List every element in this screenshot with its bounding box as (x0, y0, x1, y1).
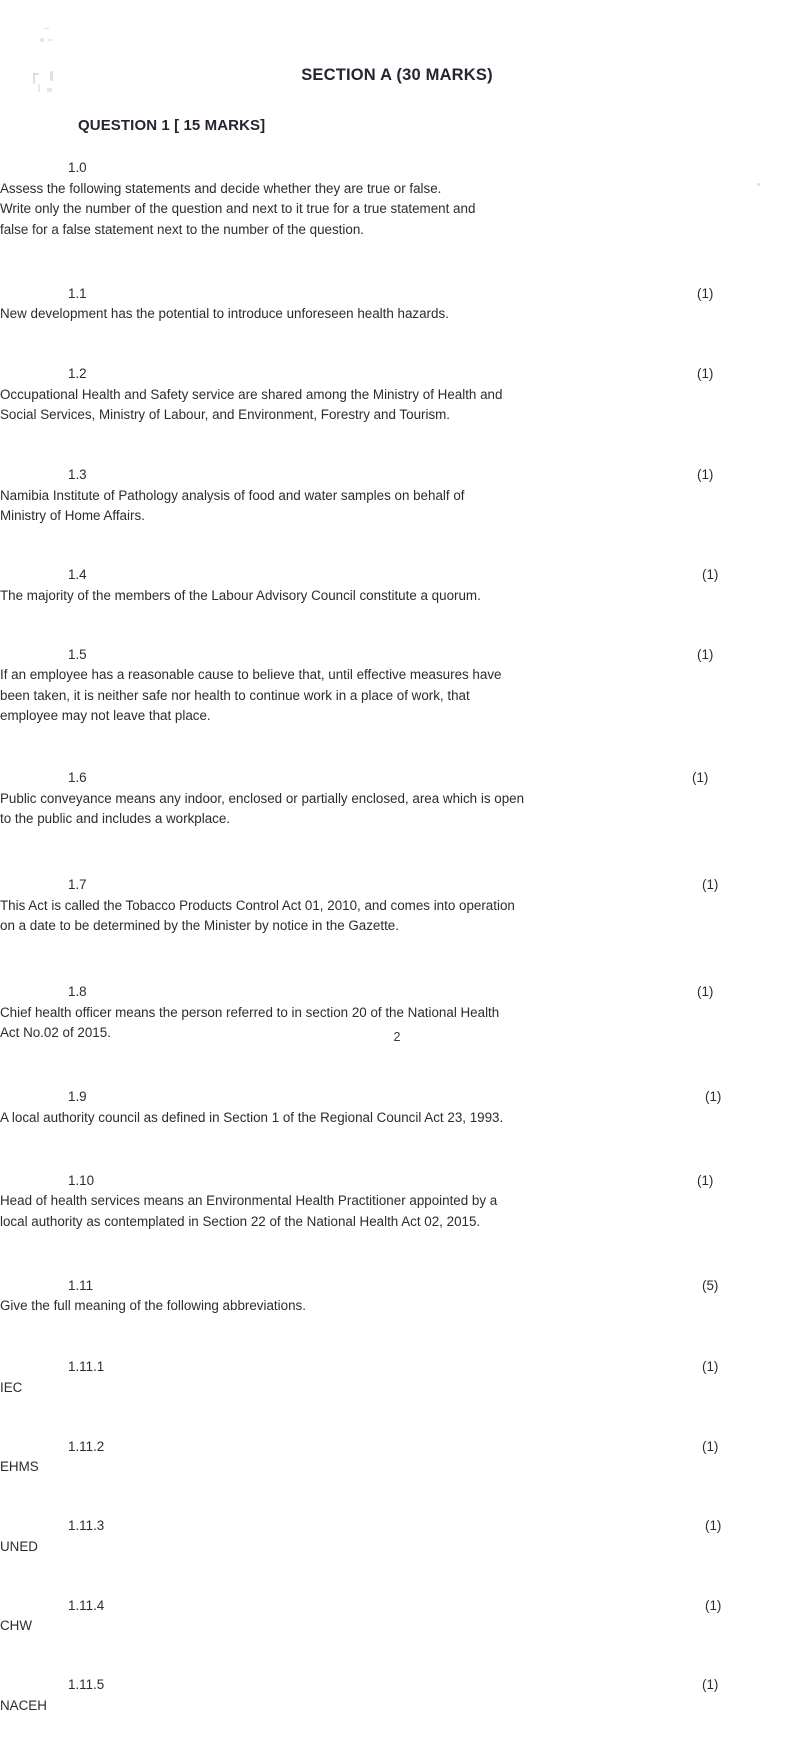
item-line: A local authority council as defined in Section 1 of the Regional Council Act 23, 1993. (0, 1109, 504, 1125)
item-line: Social Services, Ministry of Labour, and Environment, Forestry and Tourism. (0, 407, 451, 422)
question-item (0, 364, 794, 446)
item-line: Ministry of Home Affairs. (0, 508, 145, 523)
item-number: 1.6 (68, 770, 87, 785)
item-body (0, 486, 794, 527)
abbreviation-text: IEC (0, 1379, 23, 1395)
question-item (0, 284, 794, 346)
item-body (0, 1457, 794, 1478)
item-line: Namibia Institute of Pathology analysis of food and water samples on behalf of (0, 487, 465, 503)
item-line: Write only the number of the question and next to it true for a true statement and (0, 201, 476, 216)
item-number: 1.11.3 (68, 1518, 105, 1533)
item-number: 1.8 (68, 984, 87, 999)
item-line: local authority as contemplated in Section 22 of the National Health Act 02, 2015. (0, 1213, 481, 1229)
item-marks: (1) (702, 1677, 719, 1692)
item-line: This Act is called the Tobacco Products Control Act 01, 2010, and comes into operation (0, 897, 515, 913)
question-item (0, 875, 794, 957)
item-body (0, 665, 794, 727)
item-body (0, 896, 794, 937)
question-item-list (0, 158, 794, 1737)
item-marks: (1) (705, 1089, 722, 1104)
item-number: 1.10 (68, 1172, 95, 1188)
item-marks: (1) (697, 984, 714, 999)
item-marks: (1) (702, 1359, 719, 1374)
question-item (0, 645, 794, 748)
question-item (0, 768, 794, 850)
item-number: 1.7 (68, 877, 87, 892)
abbreviation-text: UNED (0, 1538, 38, 1554)
abbreviation-text: NACEH (0, 1697, 47, 1713)
item-body (0, 1616, 794, 1637)
item-body (0, 1537, 794, 1558)
item-number: 1.11.2 (68, 1438, 105, 1454)
question-item (0, 1171, 794, 1253)
item-number: 1.11.1 (68, 1359, 105, 1374)
item-line: been taken, it is neither safe nor health to continue work in a place of work, that (0, 687, 470, 703)
item-marks: (5) (702, 1277, 719, 1293)
item-line: Chief health officer means the person referred to in section 20 of the National Health (0, 1004, 500, 1020)
item-number: 1.11 (68, 1277, 94, 1293)
item-marks: (1) (705, 1518, 722, 1533)
abbreviation-item (0, 1596, 794, 1658)
item-line: Assess the following statements and decide whether they are true or false. (0, 180, 442, 196)
item-line: Act No.02 of 2015. (0, 1025, 111, 1040)
item-marks: (1) (697, 1172, 714, 1188)
item-line: to the public and includes a workplace. (0, 811, 231, 826)
item-marks: (1) (697, 285, 714, 301)
item-body (0, 586, 794, 607)
item-marks: (1) (692, 770, 709, 785)
question-item (0, 1087, 794, 1149)
item-line: Occupational Health and Safety service are shared among the Ministry of Health and (0, 386, 503, 402)
item-body (0, 789, 794, 830)
item-line: on a date to be determined by the Minister by notice in the Gazette. (0, 918, 399, 933)
section-title: SECTION A (30 MARKS) (301, 66, 493, 84)
abbreviation-item (0, 1437, 794, 1499)
item-marks: (1) (697, 467, 714, 482)
scan-artifact (44, 27, 49, 29)
scan-artifact (48, 39, 53, 41)
question-item (0, 465, 794, 547)
abbreviation-item (0, 1357, 794, 1419)
abbreviation-text: CHW (0, 1618, 32, 1633)
item-number: 1.2 (68, 366, 87, 381)
item-body (0, 1378, 794, 1399)
item-line: New development has the potential to introduce unforeseen health hazards. (0, 306, 449, 321)
scan-artifact (38, 84, 40, 92)
item-marks: (1) (697, 646, 714, 662)
item-marks: (1) (697, 366, 714, 381)
page-number: 2 (393, 1030, 401, 1044)
scan-artifact (47, 88, 52, 92)
question-item (0, 982, 794, 1064)
item-number: 1.3 (68, 467, 87, 482)
item-body (0, 1191, 794, 1232)
item-line: Head of health services means an Environmental Health Practitioner appointed by a (0, 1193, 498, 1208)
item-body (0, 1296, 794, 1317)
item-number: 1.0 (68, 160, 87, 175)
item-line: Public conveyance means any indoor, enclosed or partially enclosed, area which is open (0, 790, 525, 806)
item-number: 1.9 (68, 1089, 87, 1104)
item-line: false for a false statement next to the number of the question. (0, 221, 364, 237)
question-item (0, 158, 794, 261)
item-body (0, 304, 794, 325)
item-line: The majority of the members of the Labour Advisory Council constitute a quorum. (0, 587, 481, 603)
abbreviation-item (0, 1675, 794, 1737)
item-number: 1.5 (68, 646, 87, 662)
item-body (0, 1108, 794, 1129)
item-marks: (1) (702, 877, 719, 892)
question-item (0, 565, 794, 627)
item-marks: (1) (705, 1597, 722, 1613)
item-line: If an employee has a reasonable cause to believe that, until effective measures have (0, 667, 502, 682)
item-number: 1.11.4 (68, 1597, 105, 1613)
item-body (0, 1696, 794, 1717)
item-body (0, 179, 794, 241)
item-line: employee may not leave that place. (0, 708, 211, 723)
question-item (0, 1276, 794, 1338)
scan-artifact (40, 38, 44, 42)
abbreviation-text: EHMS (0, 1459, 39, 1474)
item-number: 1.1 (68, 285, 87, 301)
item-marks: (1) (702, 1438, 719, 1454)
item-number: 1.11.5 (68, 1677, 105, 1692)
item-marks: (1) (702, 567, 719, 582)
item-number: 1.4 (68, 567, 87, 582)
abbreviation-item (0, 1516, 794, 1578)
item-line: Give the full meaning of the following abbreviations. (0, 1298, 306, 1313)
item-body (0, 385, 794, 426)
question-heading: QUESTION 1 [ 15 MARKS] (78, 117, 266, 134)
